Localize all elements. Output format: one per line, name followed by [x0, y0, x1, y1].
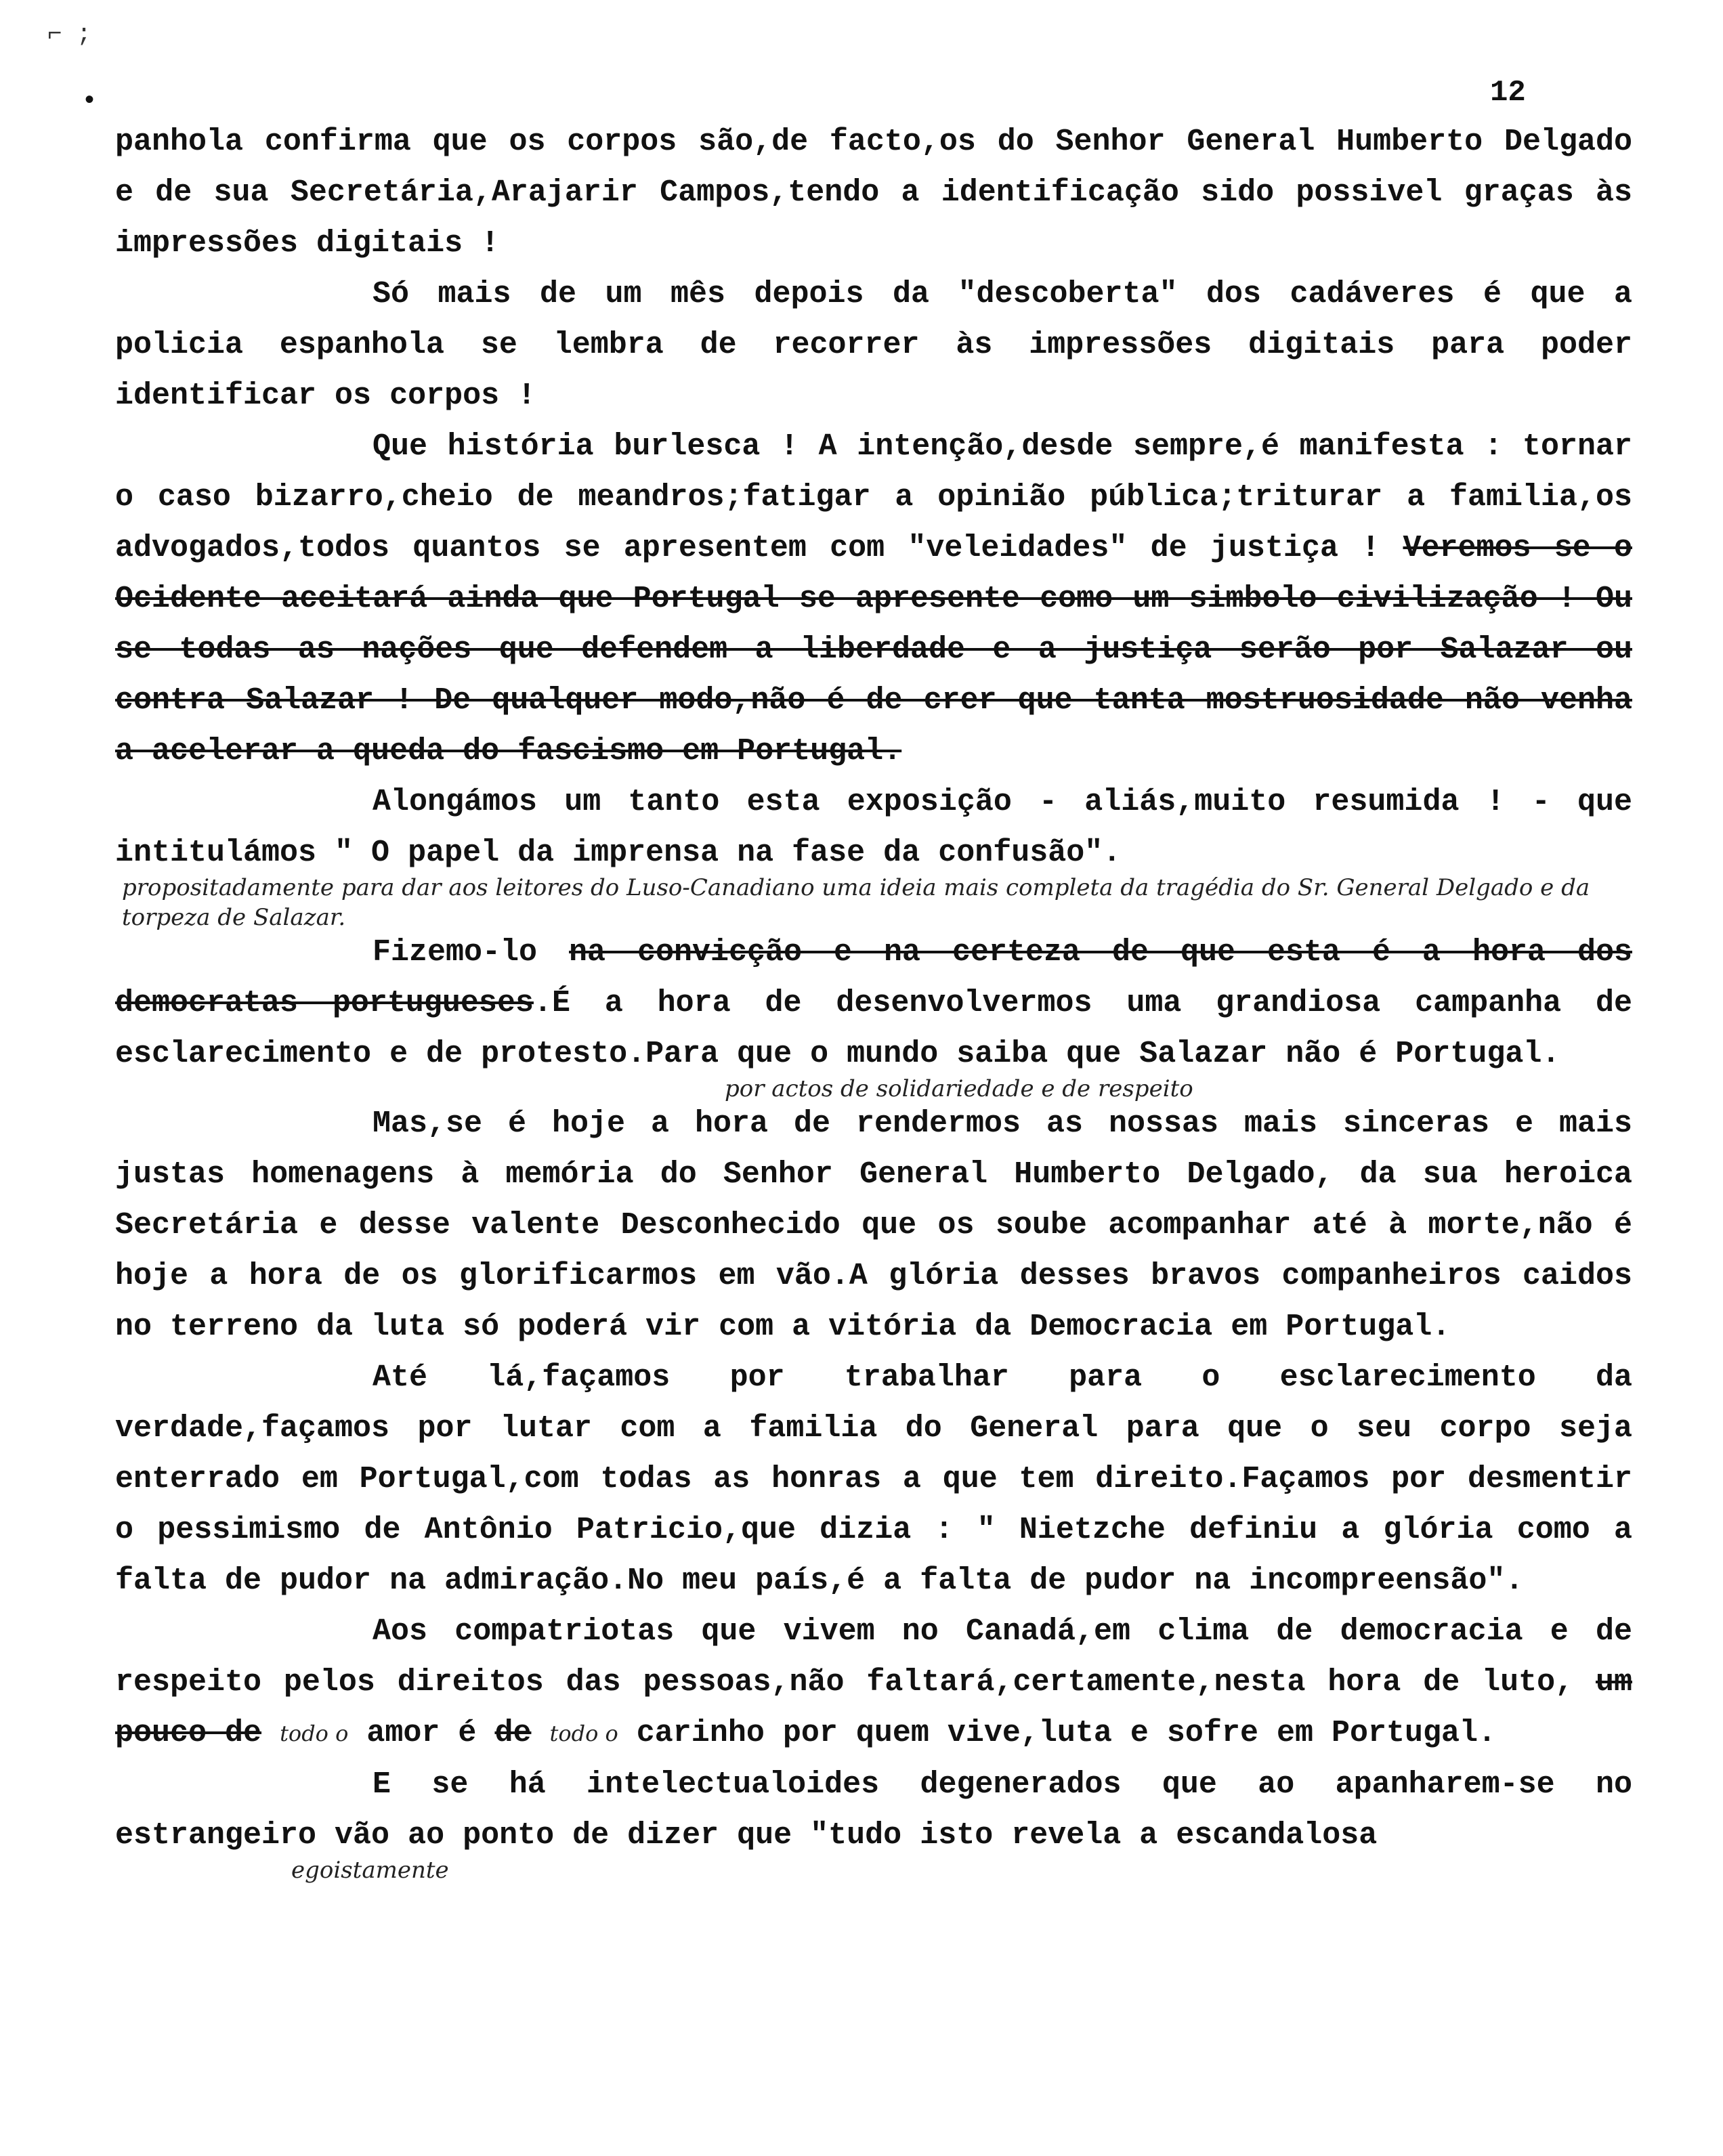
paragraph-5 [115, 927, 1632, 1079]
margin-mark: • [81, 87, 98, 117]
handwritten-insertion: por actos de solidariedade e de respeito [725, 1075, 1193, 1102]
corner-marks: ⌐ ; [47, 20, 91, 48]
struck-through-text: um pouco de [115, 1665, 1632, 1750]
typed-text-body [115, 116, 1632, 1884]
paragraph-5-text: .É a hora de desenvolvermos uma grandiosa campanha de esclarecimento e de protesto.Para que o mundo saiba que Salazar não é Portugal. [115, 986, 1632, 1071]
paragraph-8-text: Aos compatriotas que vivem no Canadá,em clima de democracia e de respeito pelos direitos das pessoas,não faltará,certamente,nesta hora de luto, [115, 1614, 1632, 1700]
handwritten-insertion: propositadamente para dar aos leitores do Luso-Canadiano uma ideia mais completa da tragédia do Sr. General Delgado e da torpeza de Salazar. [122, 874, 1590, 931]
page-number: 12 [1490, 76, 1526, 110]
paragraph-2: Só mais de um mês depois da "descoberta" dos cadáveres é que a policia espanhola se lembra de recorrer às impressões digitais para poder identificar os corpos ! [115, 277, 1632, 413]
paragraph-9: E se há intelectualoides degenerados que ao apanharem-se no estrangeiro vão ao ponto de dizer que "tudo isto revela a escandalosa [115, 1767, 1632, 1853]
paragraph-8-text: amor é [366, 1716, 477, 1750]
paragraph-5-start: Fizemo-lo [373, 935, 538, 970]
paragraph-3 [115, 421, 1632, 777]
struck-through-text: na convicção e na certeza de que esta é a hora dos democratas portugueses [115, 935, 1632, 1020]
paragraph-8-text: carinho por quem vive,luta e sofre em Portugal. [636, 1716, 1497, 1750]
paragraph-4-text: Alongámos um tanto esta exposição - aliás,muito resumida ! - que intitulámos " O papel da imprensa na fase da confusão". [115, 785, 1632, 870]
paragraph-4 [115, 777, 1632, 878]
handwritten-insertion: egoistamente [291, 1857, 449, 1884]
paragraph-8 [115, 1606, 1632, 1759]
paragraph-6: Mas,se é hoje a hora de rendermos as nossas mais sinceras e mais justas homenagens à memória do Senhor General Humberto Delgado, da sua heroica Secretária e desse valente Desconhecido que os soube acompanhar até à morte,não é hoje a hora de os glorificarmos em vão.A glória desses bravos companheiros caidos no terreno da luta só poderá vir com a vitória da Democracia em Portugal. [115, 1106, 1632, 1344]
struck-through-text: Veremos se o Ocidente aceitará ainda que Portugal se apresente como um simbolo civilização ! Ou se todas as nações que defendem a liberdade e a justiça serão por Salazar ou contra Salazar ! De qualquer modo,não é de crer que tanta mostruosidade não venha a acelerar a queda do fascismo em Portugal. [115, 531, 1632, 769]
handwritten-insertion: todo o [280, 1721, 349, 1746]
paragraph-1: panhola confirma que os corpos são,de facto,os do Senhor General Humberto Delgado e de sua Secretária,Arajarir Campos,tendo a identificação sido possivel graças às impressões digitais ! [115, 125, 1632, 261]
struck-through-text: de [494, 1716, 532, 1750]
handwritten-insertion: todo o [549, 1721, 618, 1746]
paragraph-7: Até lá,façamos por trabalhar para o esclarecimento da verdade,façamos por lutar com a familia do General para que o seu corpo seja enterrado em Portugal,com todas as honras a que tem direito.Façamos por desmentir o pessimismo de Antônio Patricio,que dizia : " Nietzche definiu a glória como a falta de pudor na admiração.No meu país,é a falta de pudor na incompreensão". [115, 1360, 1632, 1598]
paragraph-3-text: Que história burlesca ! A intenção,desde sempre,é manifesta : tornar o caso bizarro,cheio de meandros;fatigar a opinião pública;triturar a familia,os advogados,todos quantos se apresentem com "veleidades" de justiça ! [115, 429, 1632, 565]
